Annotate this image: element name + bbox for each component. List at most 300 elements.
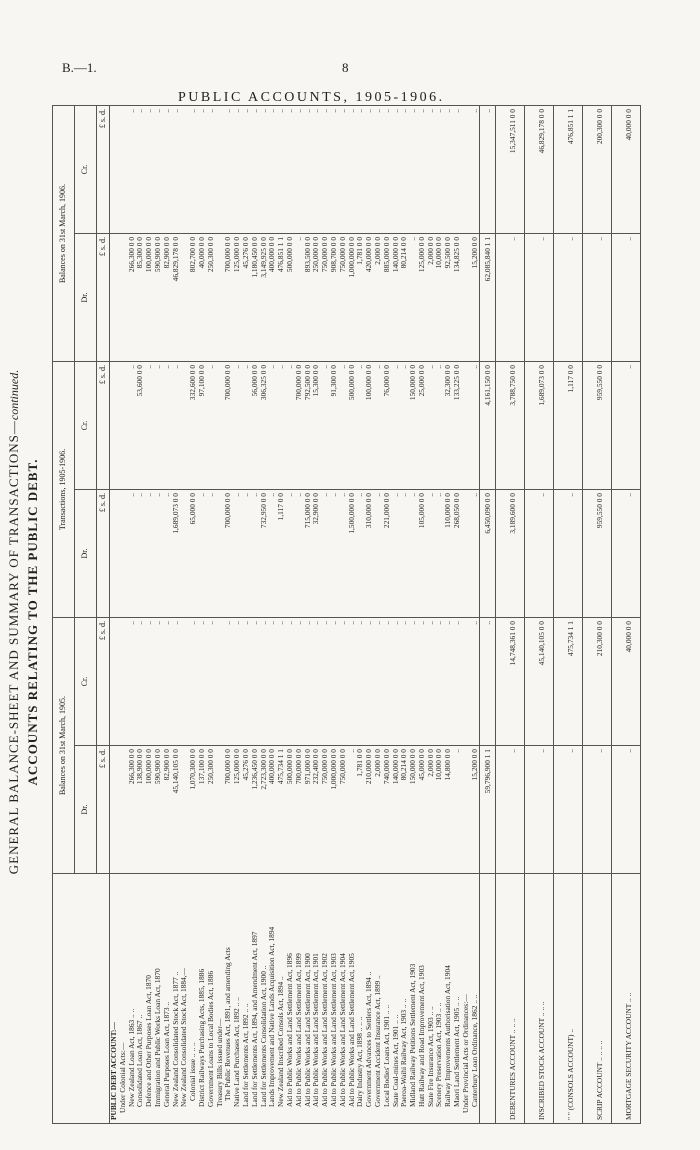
- amount-cell: 590,900 0 0: [154, 233, 163, 361]
- amount-cell: ..: [189, 105, 198, 233]
- public-debt-table: [52, 105, 641, 1124]
- amount-cell: 85,300 0 0: [136, 233, 145, 361]
- amount-cell: ..: [128, 490, 137, 618]
- amount-cell: ..: [154, 105, 163, 233]
- amount-cell: ..: [233, 105, 242, 233]
- amount-cell: 1,500,000 0 0: [348, 490, 357, 618]
- units-label: £ s. d.: [97, 233, 110, 361]
- col-dr-trans: Dr.: [75, 490, 97, 618]
- amount-cell: 140,000 0 0: [392, 233, 401, 361]
- account-label: State Coal-mines Act, 1901 .. ..: [392, 874, 401, 1124]
- amount-cell: ..: [356, 361, 365, 489]
- account-label: Hutt Railway and Road Improvement Act, 1903: [418, 874, 427, 1124]
- amount-cell: 138,900 0 0: [136, 746, 145, 874]
- amount-cell: 1,000,000 0 0: [348, 233, 357, 361]
- amount-cell: ..: [471, 618, 480, 746]
- account-label: Local Bodies' Loans Act, 1901 .. ..: [383, 874, 392, 1124]
- amount-cell: ..: [618, 361, 641, 489]
- amount-cell: 15,347,511 0 0: [502, 105, 525, 233]
- col-dr-1905: Dr.: [75, 746, 97, 874]
- amount-cell: ..: [268, 361, 277, 489]
- amount-cell: 3,189,600 0 0: [502, 490, 525, 618]
- amount-cell: ..: [268, 105, 277, 233]
- amount-cell: 500,000 0 0: [348, 361, 357, 489]
- amount-cell: [462, 105, 471, 233]
- amount-cell: 500,000 0 0: [286, 746, 295, 874]
- amount-cell: 40,000 0 0: [198, 233, 207, 361]
- amount-cell: 700,000 0 0: [224, 490, 233, 618]
- amount-cell: 750,000 0 0: [321, 233, 330, 361]
- amount-cell: [180, 618, 189, 746]
- account-label: Lands Improvement and Native Lands Acquisition Act, 1894: [268, 874, 277, 1124]
- amount-cell: 750,000 0 0: [339, 746, 348, 874]
- amount-cell: ..: [268, 490, 277, 618]
- amount-cell: ..: [427, 490, 436, 618]
- units-label: £ s. d.: [97, 105, 110, 233]
- amount-cell: ..: [560, 490, 583, 618]
- amount-cell: ..: [321, 105, 330, 233]
- amount-cell: ..: [207, 618, 216, 746]
- total-cell: ..: [480, 618, 496, 746]
- amount-cell: ..: [409, 233, 418, 361]
- amount-cell: 266,300 0 0: [128, 746, 137, 874]
- units-label: £ s. d.: [97, 490, 110, 618]
- amount-cell: 1,689,073 0 0: [531, 361, 554, 489]
- col-cr-1905: Cr.: [75, 618, 97, 746]
- table-row: [453, 105, 462, 1123]
- account-label: Defence and Other Purposes Loan Act, 1870: [145, 874, 154, 1124]
- amount-cell: ..: [435, 618, 444, 746]
- amount-cell: ..: [136, 490, 145, 618]
- account-label: Aid to Public Works and Land Settlement Act, 1901: [312, 874, 321, 1124]
- amount-cell: 46,829,178 0 0: [531, 105, 554, 233]
- amount-cell: ..: [409, 490, 418, 618]
- amount-cell: 76,000 0 0: [383, 361, 392, 489]
- amount-cell: ..: [392, 105, 401, 233]
- account-label: Aid to Public Works and Land Settlement Act, 1905: [348, 874, 357, 1124]
- amount-cell: ..: [154, 361, 163, 489]
- amount-cell: 476,851 1 1: [560, 105, 583, 233]
- table-row: [589, 105, 612, 1123]
- amount-cell: 700,000 0 0: [224, 233, 233, 361]
- amount-cell: 150,000 0 0: [409, 746, 418, 874]
- account-label: Treasury Bills issued under—: [216, 874, 225, 1124]
- amount-cell: ..: [618, 490, 641, 618]
- amount-cell: 91,300 0 0: [330, 361, 339, 489]
- amount-cell: ..: [268, 618, 277, 746]
- amount-cell: 1,236,450 0 0: [251, 746, 260, 874]
- amount-cell: ..: [260, 105, 269, 233]
- amount-cell: [110, 105, 119, 233]
- account-label: Paeroa-Waihi Railway Act, 1903 .. ..: [400, 874, 409, 1124]
- amount-cell: ..: [392, 490, 401, 618]
- amount-cell: ..: [618, 746, 641, 874]
- account-label: Maori Land Settlement Act, 1905 .. ..: [453, 874, 462, 1124]
- amount-cell: ..: [198, 618, 207, 746]
- amount-cell: ..: [163, 361, 172, 489]
- col-dr-1906: Dr.: [75, 233, 97, 361]
- title-continued: continued.: [7, 369, 21, 421]
- amount-cell: ..: [400, 361, 409, 489]
- amount-cell: 590,900 0 0: [154, 746, 163, 874]
- amount-cell: ..: [136, 105, 145, 233]
- amount-cell: 2,000 0 0: [427, 233, 436, 361]
- amount-cell: 140,000 0 0: [392, 746, 401, 874]
- totals-label: [480, 874, 496, 1124]
- account-label: Land for Settlements Act, 1894, and Amendment Act, 1897: [251, 874, 260, 1124]
- amount-cell: 3,149,925 0 0: [260, 233, 269, 361]
- account-label: Under Colonial Acts:—: [119, 874, 128, 1124]
- report-code: B.—1.: [62, 60, 97, 75]
- amount-cell: 266,300 0 0: [128, 233, 137, 361]
- account-label: PUBLIC DEBT ACCOUNT:—: [110, 874, 119, 1124]
- amount-cell: 1,000,000 0 0: [330, 746, 339, 874]
- table-row: [471, 105, 480, 1123]
- amount-cell: [119, 105, 128, 233]
- amount-cell: ..: [471, 105, 480, 233]
- amount-cell: [216, 105, 225, 233]
- amount-cell: 268,050 0 0: [453, 490, 462, 618]
- amount-cell: ..: [242, 105, 251, 233]
- amount-cell: ..: [128, 618, 137, 746]
- amount-cell: ..: [435, 361, 444, 489]
- amount-cell: ..: [427, 361, 436, 489]
- amount-cell: [119, 361, 128, 489]
- amount-cell: 80,214 0 0: [400, 233, 409, 361]
- table-row: [502, 105, 525, 1123]
- account-label: State Fire Insurance Act, 1903 .. ..: [427, 874, 436, 1124]
- amount-cell: ..: [383, 105, 392, 233]
- amount-cell: 750,000 0 0: [339, 233, 348, 361]
- amount-cell: ..: [356, 618, 365, 746]
- amount-cell: ..: [502, 746, 525, 874]
- amount-cell: ..: [154, 490, 163, 618]
- amount-cell: ..: [392, 618, 401, 746]
- col-cr-trans: Cr.: [75, 361, 97, 489]
- amount-cell: ..: [418, 618, 427, 746]
- account-label: Land for Settlements Act, 1892 .. ..: [242, 874, 251, 1124]
- amount-cell: 700,000 0 0: [224, 746, 233, 874]
- amount-cell: 210,000 0 0: [365, 746, 374, 874]
- amount-cell: 2,723,300 0 0: [260, 746, 269, 874]
- amount-cell: 210,300 0 0: [589, 618, 612, 746]
- total-cell: 62,085,840 1 1: [480, 233, 496, 361]
- amount-cell: 125,000 0 0: [418, 233, 427, 361]
- amount-cell: ..: [286, 361, 295, 489]
- account-label: Aid to Public Works and Land Settlement Act, 1903: [330, 874, 339, 1124]
- amount-cell: ..: [409, 105, 418, 233]
- units-label: £ s. d.: [97, 618, 110, 746]
- amount-cell: 3,788,750 0 0: [502, 361, 525, 489]
- account-label: New Zealand Consolidated Stock Act, 1877 ..: [172, 874, 181, 1124]
- group-header-1906: Balances on 31st March, 1906.: [53, 105, 75, 361]
- amount-cell: ..: [295, 618, 304, 746]
- amount-cell: 56,000 0 0: [251, 361, 260, 489]
- amount-cell: 137,100 0 0: [198, 746, 207, 874]
- amount-cell: 475,734 1 1: [560, 618, 583, 746]
- amount-cell: ..: [251, 105, 260, 233]
- amount-cell: ..: [277, 361, 286, 489]
- amount-cell: 125,000 0 0: [233, 746, 242, 874]
- amount-cell: ..: [321, 490, 330, 618]
- amount-cell: ..: [321, 361, 330, 489]
- account-label: Government Accident Insurance Act, 1899 ..: [374, 874, 383, 1124]
- amount-cell: 908,700 0 0: [330, 233, 339, 361]
- amount-cell: 700,000 0 0: [224, 361, 233, 489]
- totals-row: [480, 105, 496, 1123]
- amount-cell: ..: [251, 618, 260, 746]
- account-label: Aid to Public Works and Land Settlement Act, 1902: [321, 874, 330, 1124]
- amount-cell: ..: [365, 105, 374, 233]
- amount-cell: 15,200 0 0: [471, 746, 480, 874]
- amount-cell: 750,000 0 0: [321, 746, 330, 874]
- amount-cell: ..: [295, 105, 304, 233]
- amount-cell: ..: [145, 490, 154, 618]
- amount-cell: ..: [365, 618, 374, 746]
- table-row: [207, 105, 216, 1123]
- amount-cell: ..: [286, 105, 295, 233]
- amount-cell: [180, 105, 189, 233]
- account-label: New Zealand Loan Act, 1863 .. ..: [128, 874, 137, 1124]
- amount-cell: ..: [233, 490, 242, 618]
- amount-cell: [462, 618, 471, 746]
- amount-cell: 250,300 0 0: [207, 746, 216, 874]
- account-label: DEBENTURES ACCOUNT .. .. ..: [502, 874, 525, 1124]
- amount-cell: ..: [145, 361, 154, 489]
- amount-cell: ..: [400, 618, 409, 746]
- amount-cell: ..: [339, 490, 348, 618]
- amount-cell: ..: [128, 105, 137, 233]
- amount-cell: ..: [233, 618, 242, 746]
- amount-cell: ..: [531, 490, 554, 618]
- amount-cell: ..: [453, 746, 462, 874]
- amount-cell: 1,117 0 0: [560, 361, 583, 489]
- account-label: Immigration and Public Works Loan Act, 1870: [154, 874, 163, 1124]
- amount-cell: ..: [172, 105, 181, 233]
- amount-cell: 15,300 0 0: [312, 361, 321, 489]
- account-label: Under Provincial Acts or Ordinances:—: [462, 874, 471, 1124]
- amount-cell: 45,276 0 0: [242, 233, 251, 361]
- account-label: Aid to Public Works and Land Settlement Act, 1904: [339, 874, 348, 1124]
- amount-cell: 1,781 0 0: [356, 233, 365, 361]
- amount-cell: ..: [435, 105, 444, 233]
- amount-cell: 500,000 0 0: [286, 233, 295, 361]
- account-label: Midland Railway Petitions Settlement Act, 1903: [409, 874, 418, 1124]
- account-label: Native Land Purchases Act, 1892 .. ..: [233, 874, 242, 1124]
- amount-cell: 40,000 0 0: [618, 618, 641, 746]
- amount-cell: ..: [374, 105, 383, 233]
- page-number: 8: [342, 60, 349, 75]
- amount-cell: ..: [242, 618, 251, 746]
- account-label: MORTGAGE SECURITY ACCOUNT .. ..: [618, 874, 641, 1124]
- account-header: [53, 874, 110, 1124]
- amount-cell: ..: [304, 618, 313, 746]
- amount-cell: ..: [242, 361, 251, 489]
- amount-cell: ..: [435, 490, 444, 618]
- amount-cell: ..: [163, 618, 172, 746]
- amount-cell: 732,950 0 0: [260, 490, 269, 618]
- account-label: District Railways Purchasing Acts, 1885, 1886: [198, 874, 207, 1124]
- amount-cell: 400,000 0 0: [268, 233, 277, 361]
- amount-cell: 959,550 0 0: [589, 490, 612, 618]
- account-label: Government Advances to Settlers Act, 1894 ..: [365, 874, 374, 1124]
- account-label: New Zealand Consolidated Stock Act, 1884,—: [180, 874, 189, 1124]
- amount-cell: ..: [348, 746, 357, 874]
- amount-cell: [462, 361, 471, 489]
- amount-cell: 792,500 0 0: [304, 361, 313, 489]
- amount-cell: 1,117 0 0: [277, 490, 286, 618]
- account-label: Colonial issue .. .. ..: [189, 874, 198, 1124]
- account-label: Aid to Public Works and Land Settlement Act, 1899: [295, 874, 304, 1124]
- amount-cell: [119, 618, 128, 746]
- amount-cell: ..: [618, 233, 641, 361]
- amount-cell: 105,000 0 0: [418, 490, 427, 618]
- table-row: [618, 105, 641, 1123]
- amount-cell: 332,600 0 0: [189, 361, 198, 489]
- amount-cell: 125,000 0 0: [233, 233, 242, 361]
- amount-cell: ..: [374, 618, 383, 746]
- amount-cell: ..: [560, 746, 583, 874]
- amount-cell: 802,700 0 0: [189, 233, 198, 361]
- amount-cell: ..: [321, 618, 330, 746]
- amount-cell: 97,100 0 0: [198, 361, 207, 489]
- amount-cell: 1,689,073 0 0: [172, 490, 181, 618]
- account-label: Railway Improvements Authorisation Act, 1904: [444, 874, 453, 1124]
- amount-cell: [110, 361, 119, 489]
- amount-cell: [110, 490, 119, 618]
- amount-cell: ..: [330, 618, 339, 746]
- amount-cell: 133,225 0 0: [453, 361, 462, 489]
- amount-cell: ..: [207, 361, 216, 489]
- amount-cell: 2,000 0 0: [374, 746, 383, 874]
- amount-cell: 1,781 0 0: [356, 746, 365, 874]
- amount-cell: 46,829,178 0 0: [172, 233, 181, 361]
- amount-cell: 82,900 0 0: [163, 233, 172, 361]
- amount-cell: ..: [374, 361, 383, 489]
- amount-cell: ..: [383, 618, 392, 746]
- amount-cell: 959,550 0 0: [589, 361, 612, 489]
- amount-cell: ..: [163, 490, 172, 618]
- amount-cell: 715,000 0 0: [304, 490, 313, 618]
- account-label: INSCRIBED STOCK ACCOUNT .. .. ..: [531, 874, 554, 1124]
- amount-cell: ..: [260, 618, 269, 746]
- amount-cell: ..: [348, 618, 357, 746]
- amount-cell: 32,900 0 0: [312, 490, 321, 618]
- amount-cell: ..: [330, 490, 339, 618]
- amount-cell: ..: [531, 746, 554, 874]
- amount-cell: 2,000 0 0: [427, 746, 436, 874]
- amount-cell: 400,000 0 0: [268, 746, 277, 874]
- amount-cell: [110, 233, 119, 361]
- amount-cell: ..: [502, 233, 525, 361]
- amount-cell: ..: [189, 618, 198, 746]
- amount-cell: ..: [128, 361, 137, 489]
- amount-cell: ..: [356, 490, 365, 618]
- account-label: Aid to Public Works and Land Settlement Act, 1900: [304, 874, 313, 1124]
- amount-cell: ..: [198, 490, 207, 618]
- account-label: New Zealand Inscribed Consols Act, 1894 ..: [277, 874, 286, 1124]
- amount-cell: ..: [233, 361, 242, 489]
- amount-cell: ..: [312, 618, 321, 746]
- amount-cell: 420,000 0 0: [365, 233, 374, 361]
- amount-cell: 150,000 0 0: [409, 361, 418, 489]
- account-label: Consolidated Loan Act, 1867 ..: [136, 874, 145, 1124]
- amount-cell: 100,000 0 0: [145, 233, 154, 361]
- table-row: [531, 105, 554, 1123]
- amount-cell: ..: [286, 618, 295, 746]
- amount-cell: 250,000 0 0: [312, 233, 321, 361]
- amount-cell: ..: [295, 233, 304, 361]
- amount-cell: 53,600 0 0: [136, 361, 145, 489]
- amount-cell: ..: [339, 618, 348, 746]
- amount-cell: 476,851 1 1: [277, 233, 286, 361]
- amount-cell: ..: [374, 490, 383, 618]
- amount-cell: ..: [224, 618, 233, 746]
- amount-cell: 25,000 0 0: [418, 361, 427, 489]
- total-cell: 6,450,090 0 0: [480, 490, 496, 618]
- amount-cell: ..: [427, 618, 436, 746]
- total-cell: 59,796,900 1 1: [480, 746, 496, 874]
- amount-cell: 250,300 0 0: [207, 233, 216, 361]
- title-main: GENERAL BALANCE-SHEET AND SUMMARY OF TRANSACTIONS—: [6, 420, 21, 875]
- amount-cell: ..: [444, 105, 453, 233]
- page-title: PUBLIC ACCOUNTS, 1905-1906.: [178, 90, 445, 105]
- amount-cell: ..: [154, 618, 163, 746]
- table-body: [110, 105, 641, 1123]
- amount-cell: [110, 746, 119, 874]
- amount-cell: 310,000 0 0: [365, 490, 374, 618]
- amount-cell: 232,400 0 0: [312, 746, 321, 874]
- amount-cell: ..: [295, 490, 304, 618]
- amount-cell: ..: [277, 105, 286, 233]
- amount-cell: 92,500 0 0: [444, 233, 453, 361]
- amount-cell: ..: [348, 105, 357, 233]
- amount-cell: ..: [409, 618, 418, 746]
- amount-cell: ..: [471, 361, 480, 489]
- amount-cell: ..: [145, 618, 154, 746]
- amount-cell: ..: [427, 105, 436, 233]
- amount-cell: 10,000 0 0: [435, 746, 444, 874]
- amount-cell: ..: [136, 618, 145, 746]
- amount-cell: ..: [400, 490, 409, 618]
- balance-sheet-subtitle: ACCOUNTS RELATING TO THE PUBLIC DEBT.: [25, 458, 40, 786]
- amount-cell: [462, 490, 471, 618]
- account-label: Aid to Public Works and Land Settlement Act, 1896: [286, 874, 295, 1124]
- units-label: £ s. d.: [97, 361, 110, 489]
- amount-cell: ..: [251, 490, 260, 618]
- amount-cell: ..: [172, 361, 181, 489]
- amount-cell: ..: [207, 105, 216, 233]
- amount-cell: ..: [145, 105, 154, 233]
- account-label: The Public Revenues Act, 1891, and amending Acts: [224, 874, 233, 1124]
- amount-cell: [216, 618, 225, 746]
- account-label: Scenery Preservation Act, 1903 .. ..: [435, 874, 444, 1124]
- account-label: SCRIP ACCOUNT .. .. .. ..: [589, 874, 612, 1124]
- amount-cell: ..: [198, 105, 207, 233]
- total-cell: ..: [480, 105, 496, 233]
- amount-cell: 65,000 0 0: [189, 490, 198, 618]
- amount-cell: 2,000 0 0: [374, 233, 383, 361]
- amount-cell: 1,180,450 0 0: [251, 233, 260, 361]
- amount-cell: ..: [453, 618, 462, 746]
- account-label: Dairy Industry Act, 1898 .. .. ..: [356, 874, 365, 1124]
- amount-cell: 100,000 0 0: [365, 361, 374, 489]
- amount-cell: 14,748,361 0 0: [502, 618, 525, 746]
- account-label: General Purposes Loan Act, 1873 ..: [163, 874, 172, 1124]
- amount-cell: 221,000 0 0: [383, 490, 392, 618]
- account-label: Government Loans to Local Bodies Act, 1886: [207, 874, 216, 1124]
- amount-cell: ..: [589, 746, 612, 874]
